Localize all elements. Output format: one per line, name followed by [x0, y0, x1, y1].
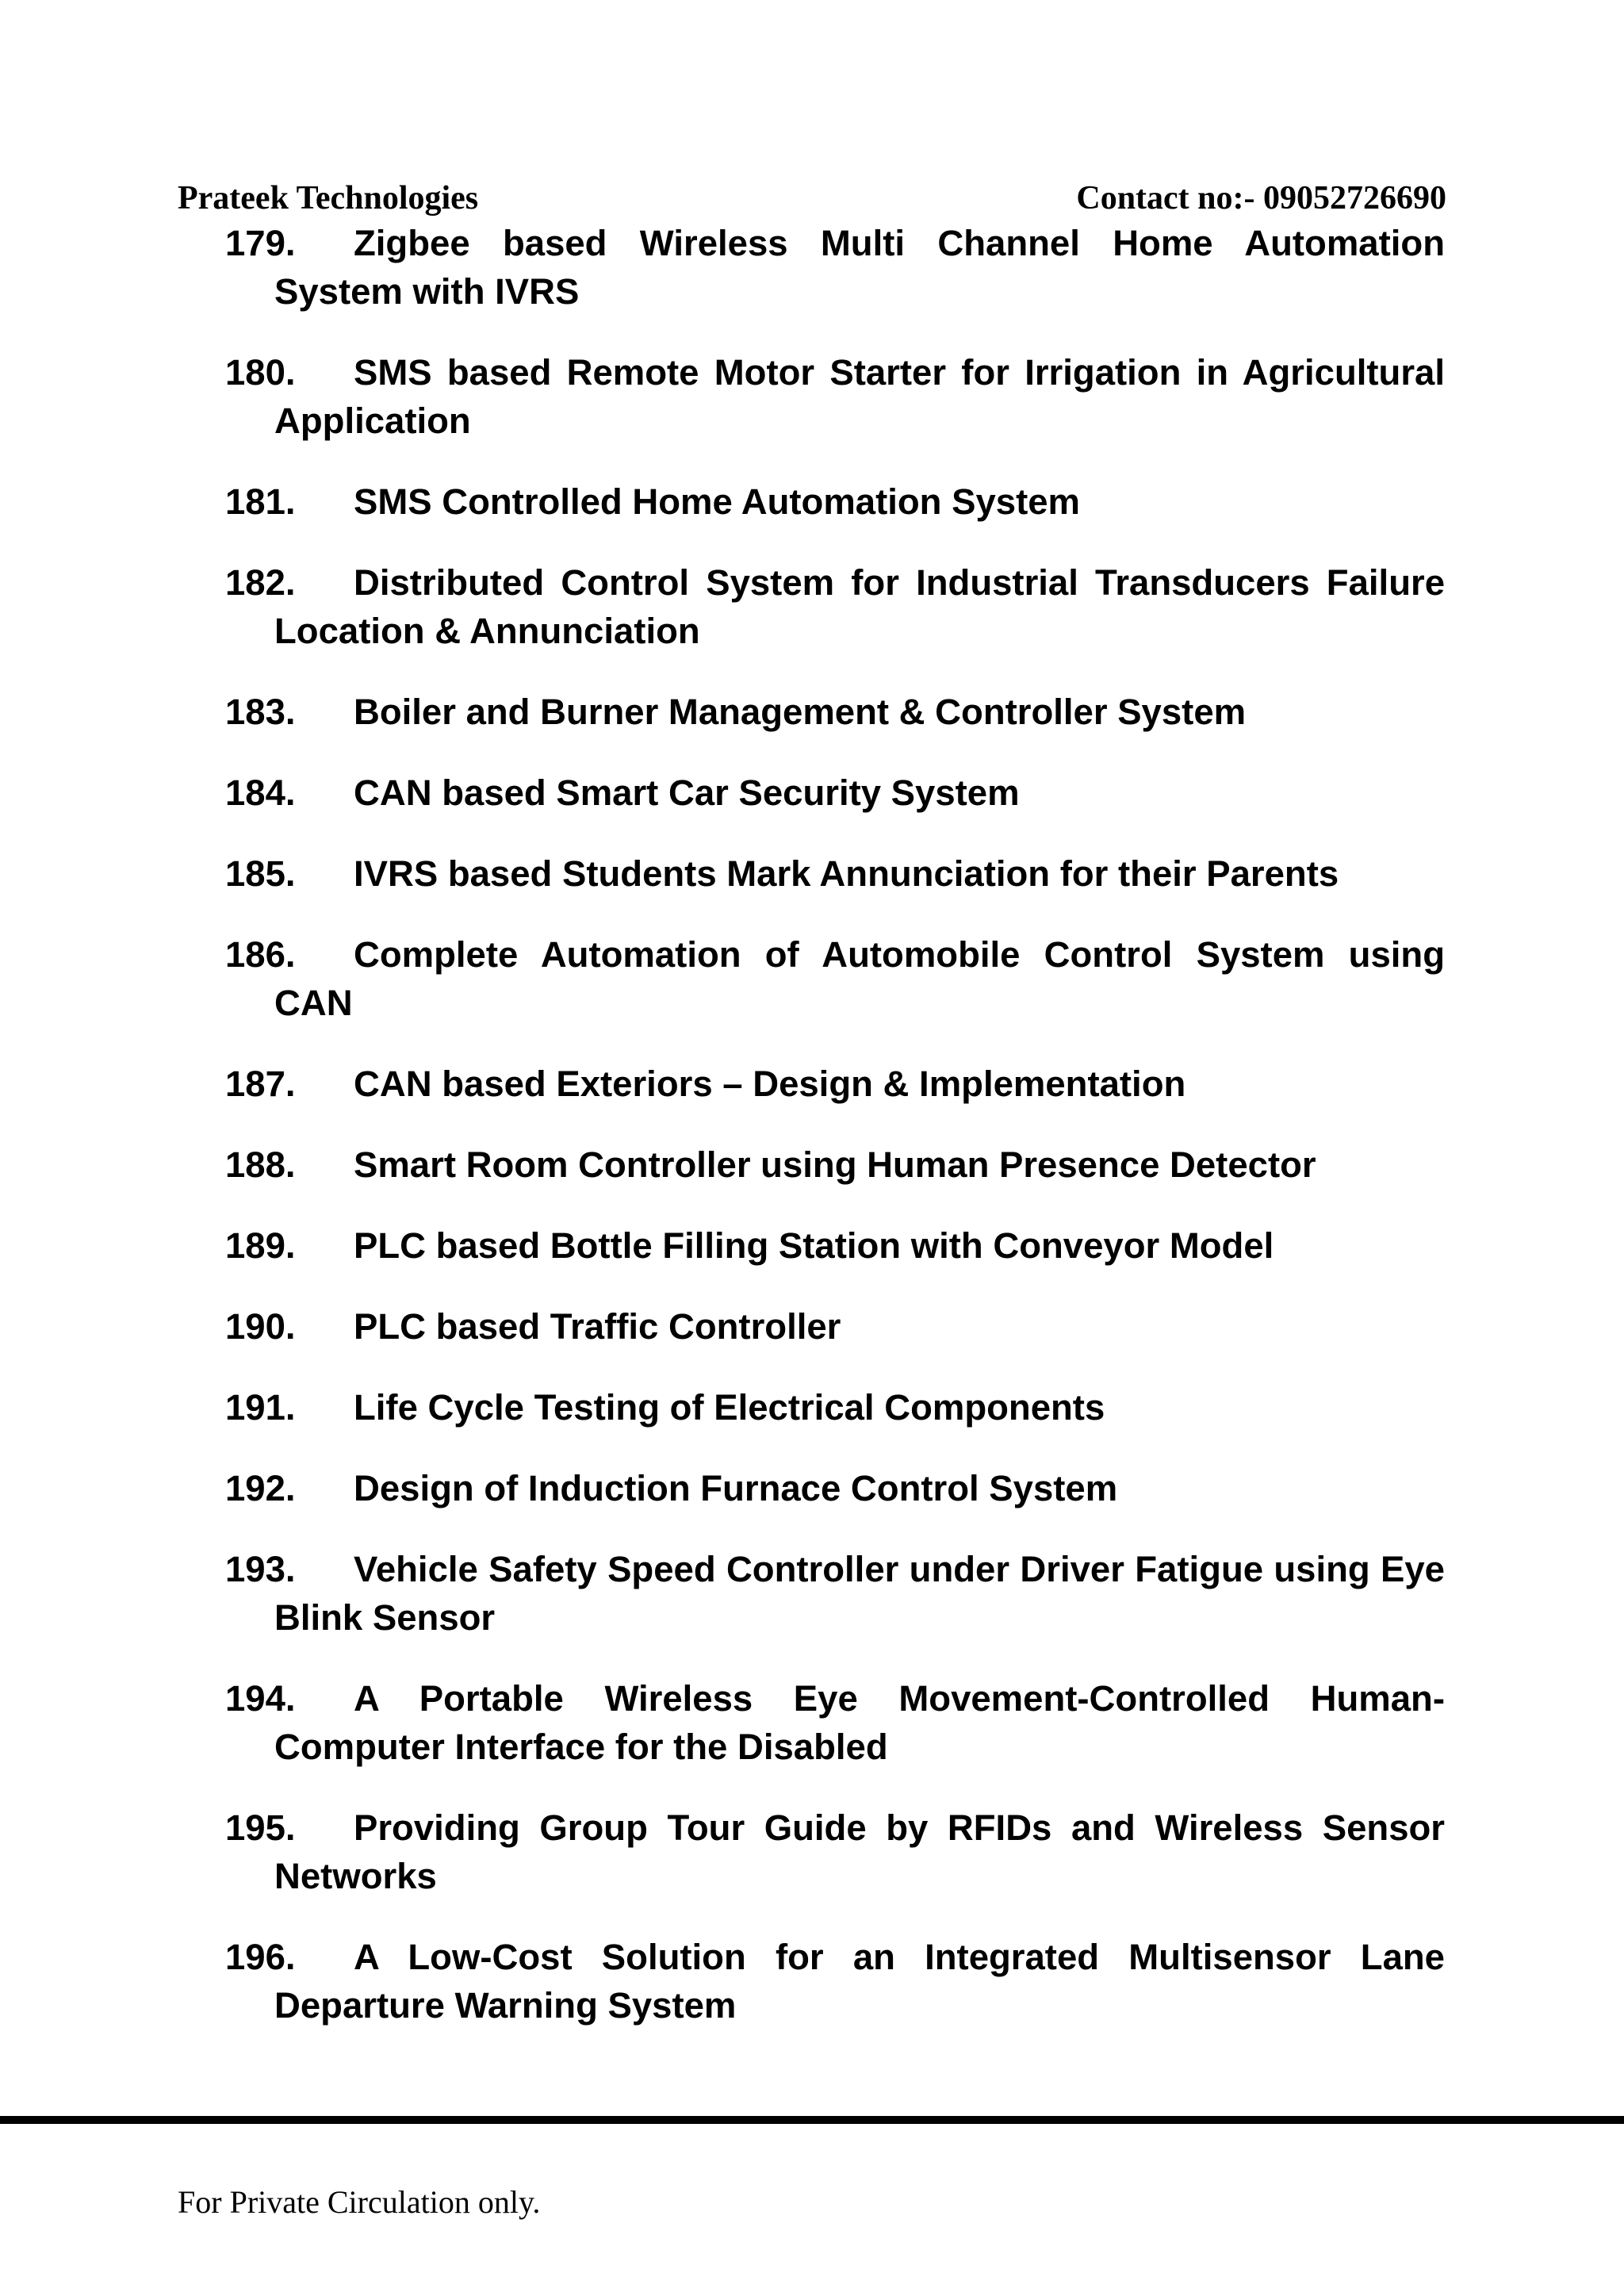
list-item	[225, 769, 1445, 817]
item-title: Design of Induction Furnace Control System	[354, 1468, 1118, 1508]
item-title: A Portable Wireless Eye Movement-Controlled Human-Computer Interface for the Disabled	[274, 1678, 1445, 1767]
item-title: Vehicle Safety Speed Controller under Driver Fatigue using Eye Blink Sensor	[274, 1549, 1445, 1638]
item-title: Complete Automation of Automobile Control System using CAN	[274, 934, 1445, 1023]
item-title: Life Cycle Testing of Electrical Components	[354, 1387, 1105, 1428]
item-number: 189.	[225, 1225, 296, 1266]
item-number: 196.	[225, 1937, 296, 1977]
list-item	[225, 1221, 1445, 1270]
item-title: PLC based Traffic Controller	[354, 1306, 841, 1347]
list-item	[225, 1545, 1445, 1642]
list-item	[225, 1140, 1445, 1189]
list-item	[225, 1674, 1445, 1771]
page-header	[178, 176, 1446, 220]
item-title: Smart Room Controller using Human Presence Detector	[354, 1144, 1316, 1185]
item-title: CAN based Smart Car Security System	[354, 772, 1020, 813]
item-number: 194.	[225, 1678, 296, 1719]
item-number: 186.	[225, 934, 296, 975]
item-title: PLC based Bottle Filling Station with Conveyor Model	[354, 1225, 1274, 1266]
item-title: Providing Group Tour Guide by RFIDs and Wireless Sensor Networks	[274, 1807, 1445, 1896]
item-title: Boiler and Burner Management & Controller System	[354, 692, 1247, 732]
list-item	[225, 348, 1445, 445]
list-item	[225, 558, 1445, 655]
item-number: 185.	[225, 853, 296, 894]
list-item	[225, 930, 1445, 1027]
item-title: Distributed Control System for Industrial Transducers Failure Location & Annunciation	[274, 562, 1445, 651]
item-title: A Low-Cost Solution for an Integrated Multisensor Lane Departure Warning System	[274, 1937, 1445, 2026]
item-title: Zigbee based Wireless Multi Channel Home Automation System with IVRS	[274, 223, 1445, 312]
list-item	[225, 1803, 1445, 1900]
list-item	[225, 1302, 1445, 1351]
item-number: 192.	[225, 1468, 296, 1508]
item-number: 191.	[225, 1387, 296, 1428]
item-number: 180.	[225, 352, 296, 393]
item-title: SMS based Remote Motor Starter for Irrigation in Agricultural Application	[274, 352, 1445, 441]
list-item	[225, 1383, 1445, 1432]
item-number: 184.	[225, 772, 296, 813]
item-number: 188.	[225, 1144, 296, 1185]
list-item	[225, 688, 1445, 736]
list-item	[225, 477, 1445, 526]
item-title: CAN based Exteriors – Design & Implementation	[354, 1064, 1186, 1104]
list-item	[225, 1060, 1445, 1108]
item-number: 183.	[225, 692, 296, 732]
item-number: 187.	[225, 1064, 296, 1104]
company-name: Prateek Technologies	[178, 180, 479, 217]
footer-divider	[0, 2116, 1624, 2124]
item-title: IVRS based Students Mark Annunciation for their Parents	[354, 853, 1339, 894]
list-item	[225, 219, 1445, 316]
item-number: 181.	[225, 481, 296, 522]
list-item	[225, 1933, 1445, 2030]
item-title: SMS Controlled Home Automation System	[354, 481, 1080, 522]
item-number: 182.	[225, 562, 296, 603]
item-number: 193.	[225, 1549, 296, 1589]
page-footer: For Private Circulation only.	[178, 2184, 541, 2220]
list-item	[225, 1464, 1445, 1512]
project-list	[225, 219, 1445, 2062]
list-item	[225, 849, 1445, 898]
contact-number: Contact no:- 09052726690	[1076, 180, 1446, 217]
item-number: 179.	[225, 223, 296, 263]
item-number: 190.	[225, 1306, 296, 1347]
item-number: 195.	[225, 1807, 296, 1848]
